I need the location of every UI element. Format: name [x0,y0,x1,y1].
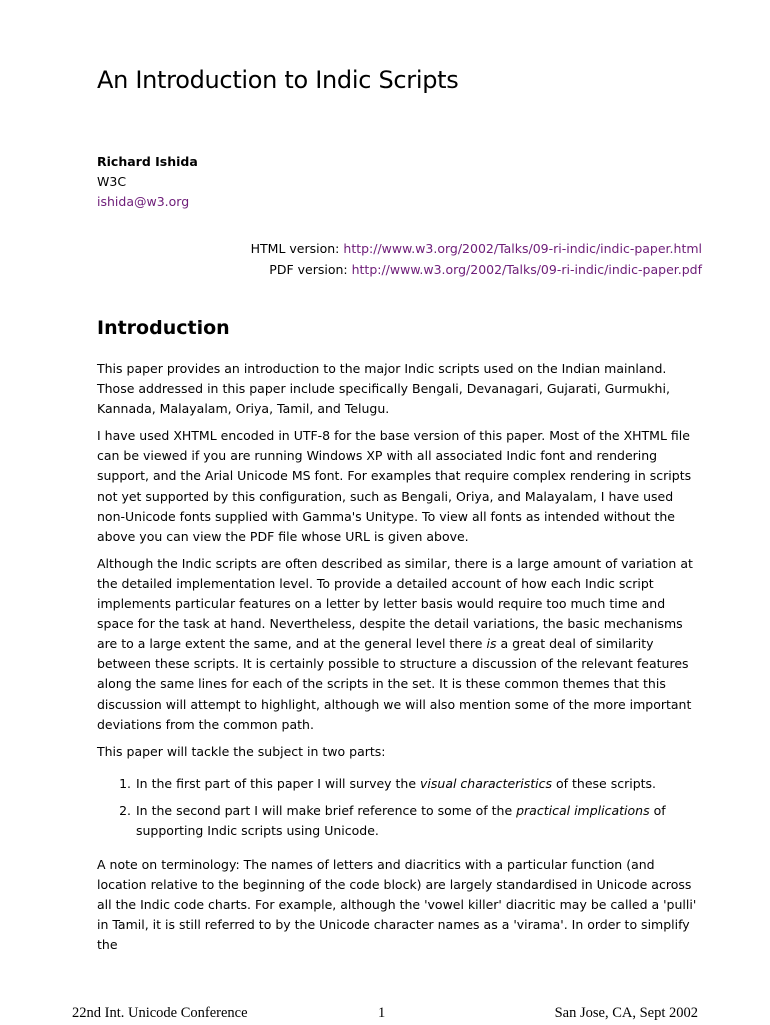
paper-title: An Introduction to Indic Scripts [97,66,459,94]
list-item [135,801,702,841]
text-run: a great deal of similarity between these scripts. It is certainly possible to structure a discussion of the relevant features along the same lines for each of the scripts in the set. It is these common themes that this discussion will attempt to highlight, although we will also mention some of the more important deviations from the common path. [97,636,692,732]
author-block [97,152,198,212]
text-run: of supporting Indic scripts using Unicode. [136,802,666,838]
version-links [97,238,702,280]
paragraph: A note on terminology: The names of letters and diacritics with a particular function (and location relative to the beginning of the code block) are largely standardised in Unicode across all the Indic code charts. For example, although the 'vowel killer' diacritic may be called a 'pulli' in Tamil, it is still referred to by the Unicode character names as a 'virama'. In order to simplify the [97,857,697,953]
emphasis: is [486,636,497,652]
html-version-label: HTML version: [250,241,340,256]
introduction-body [97,359,702,963]
text-run: of these scripts. [552,775,657,791]
list-item [135,774,702,794]
footer-location-date: San Jose, CA, Sept 2002 [554,1005,698,1021]
html-version-link[interactable]: http://www.w3.org/2002/Talks/09-ri-indic/indic-paper.html [343,241,702,256]
paragraph [97,554,702,735]
footer-page-number: 1 [378,1005,386,1021]
section-heading-introduction: Introduction [97,317,230,339]
pdf-version-link[interactable]: http://www.w3.org/2002/Talks/09-ri-indic/indic-paper.pdf [351,262,702,277]
paragraph: This paper will tackle the subject in two parts: [97,743,386,759]
author-name: Richard Ishida [97,154,198,169]
pdf-version-label: PDF version: [269,262,348,277]
author-org: W3C [97,174,127,189]
emphasis: practical implications [516,802,650,818]
pdf-version-row [97,259,702,280]
page-footer [72,1005,698,1025]
text-run: In the second part I will make brief reference to some of the [136,802,517,818]
author-email-link[interactable]: ishida@w3.org [97,194,190,209]
paragraph: I have used XHTML encoded in UTF-8 for the base version of this paper. Most of the XHTML file can be viewed if you are running Windows XP with all associated Indic font and rendering support, and the Arial Unicode MS font. For examples that require complex rendering in scripts not yet supported by this configuration, such as Bengali, Oriya, and Malayalam, I have used non-Unicode fonts supplied with Gamma's Unitype. To view all fonts as intended without the above you can view the PDF file whose URL is given above. [97,428,692,544]
paragraph: This paper provides an introduction to the major Indic scripts used on the Indian mainland. Those addressed in this paper include specifically Bengali, Devanagari, Gujarati, Gurmukhi, Kannada, Malayalam, Oriya, Tamil, and Telugu. [97,361,670,417]
text-run: Although the Indic scripts are often described as similar, there is a large amount of variation at the detailed implementation level. To provide a detailed account of how each Indic script implements particular features on a letter by letter basis would require too much time and space for the task at hand. Nevertheless, despite the detail variations, the basic mechanisms are to a large extent the same, and at the general level there [97,555,693,652]
emphasis: visual characteristics [420,775,553,791]
parts-list [97,774,702,841]
html-version-row [97,238,702,259]
text-run: In the first part of this paper I will survey the [136,775,421,791]
footer-conference: 22nd Int. Unicode Conference [72,1005,248,1021]
